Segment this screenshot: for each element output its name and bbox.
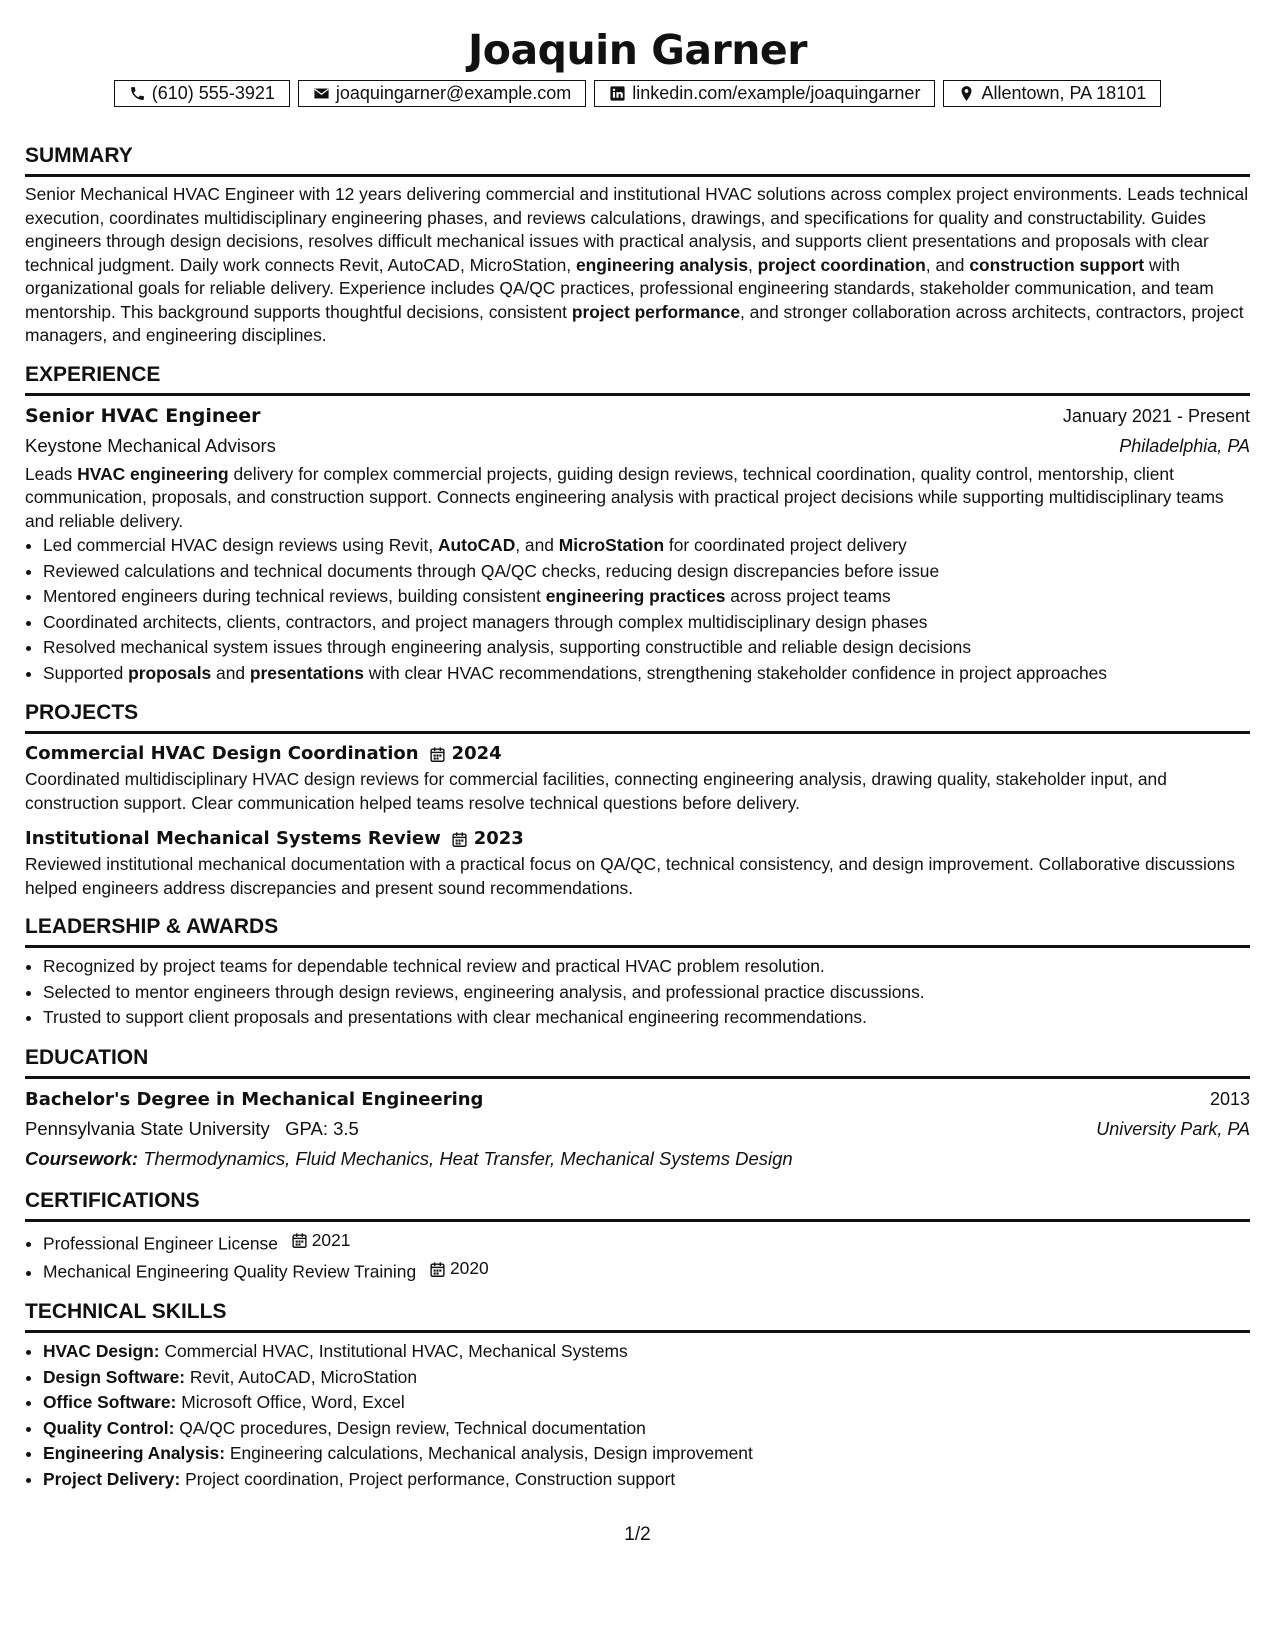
job-title: Senior HVAC Engineer	[25, 404, 261, 427]
section-title: EDUCATION	[25, 1045, 1250, 1079]
linkedin-icon	[609, 85, 626, 102]
list-item	[43, 1416, 1250, 1442]
skill-label: Office Software:	[43, 1392, 177, 1412]
email-text: joaquingarner@example.com	[335, 83, 572, 103]
list-item	[43, 1365, 1250, 1391]
list-item: • Resolved mechanical system issues through engineering analysis, supporting constructible and reliable design decisions	[43, 635, 1250, 661]
list-item	[43, 1228, 1250, 1257]
skills-section	[25, 1299, 1250, 1492]
phone-text: (610) 555-3921	[151, 83, 275, 103]
school-name: Pennsylvania State University	[25, 1117, 270, 1139]
linkedin-text: linkedin.com/example/joaquingarner	[632, 83, 921, 103]
phone-contact[interactable]	[114, 80, 290, 107]
leadership-list	[25, 954, 1250, 1031]
degree-name: Bachelor's Degree in Mechanical Engineering	[25, 1088, 484, 1110]
calendar-icon	[429, 746, 446, 763]
section-title: LEADERSHIP & AWARDS	[25, 914, 1250, 948]
list-item	[43, 1441, 1250, 1467]
school-line	[25, 1114, 359, 1144]
section-title: CERTIFICATIONS	[25, 1188, 1250, 1222]
certifications-section	[25, 1188, 1250, 1286]
list-item: • Recognized by project teams for dependable technical review and practical HVAC problem resolution.	[43, 954, 1250, 980]
contact-bar	[25, 80, 1250, 107]
map-pin-icon	[958, 85, 975, 102]
list-item: • Led commercial HVAC design reviews using Revit, AutoCAD, and MicroStation for coordinated project delivery	[43, 533, 1250, 559]
project-item	[25, 740, 1250, 815]
project-description: Coordinated multidisciplinary HVAC design reviews for commercial facilities, connecting engineering analysis, drawing quality, stakeholder input, and construction support. Clear communication helped teams resolve technical questions before delivery.	[25, 769, 1167, 813]
job-location: Philadelphia, PA	[1119, 435, 1250, 456]
experience-section	[25, 362, 1250, 687]
resume-page	[25, 0, 1250, 1492]
envelope-icon	[313, 85, 330, 102]
summary-text: Senior Mechanical HVAC Engineer with 12 years delivering commercial and institutional HVAC solutions across complex project environments. Leads technical execution, coordinates multidisciplinary engineering phases, and reviews calculations, drawings, and specifications for quality and constructability. Guides engineers through design decisions, resolves difficult mechanical issues with practical analysis, and supports client presentations and proposals with clear technical judgment. Daily work connects Revit, AutoCAD, MicroStation, engineering analysis, project coordination, and construction support with organizational goals for reliable delivery. Experience includes QA/QC practices, professional engineering standards, stakeholder communication, and team mentorship. This background supports thoughtful decisions, consistent project performance, and stronger collaboration across architects, contractors, project managers, and engineering disciplines.	[25, 184, 1249, 345]
phone-icon	[129, 85, 146, 102]
project-name: Institutional Mechanical Systems Review	[25, 828, 441, 849]
skill-value: Commercial HVAC, Institutional HVAC, Mechanical Systems	[164, 1341, 628, 1361]
skills-list	[25, 1339, 1250, 1492]
location-text: Allentown, PA 18101	[981, 83, 1147, 103]
list-item: • Reviewed calculations and technical documents through QA/QC checks, reducing design discrepancies before issue	[43, 559, 1250, 585]
location-contact	[943, 80, 1161, 107]
page-number: 1/2	[624, 1524, 651, 1545]
coursework	[25, 1144, 1250, 1174]
certifications-list	[25, 1228, 1250, 1286]
skill-value: Project coordination, Project performance, Construction support	[185, 1468, 676, 1489]
project-item	[25, 825, 1250, 900]
calendar-icon	[451, 831, 468, 848]
calendar-icon	[429, 1261, 446, 1278]
section-title: TECHNICAL SKILLS	[25, 1299, 1250, 1333]
project-year: 2023	[473, 828, 524, 849]
skill-value: Revit, AutoCAD, MicroStation	[189, 1366, 418, 1387]
company-name: Keystone Mechanical Advisors	[25, 434, 276, 456]
summary-section	[25, 143, 1250, 348]
candidate-name: Joaquin Garner	[468, 26, 807, 74]
skill-label: Quality Control:	[43, 1417, 175, 1438]
cert-name: Mechanical Engineering Quality Review Training	[43, 1261, 417, 1282]
skill-label: HVAC Design:	[43, 1341, 160, 1361]
project-description: Reviewed institutional mechanical documentation with a practical focus on QA/QC, technical consistency, and design improvement. Collaborative discussions helped engineers address discrepancies and present sound recommendations.	[25, 854, 1235, 898]
graduation-year: 2013	[1209, 1088, 1250, 1109]
list-item: • Selected to mentor engineers through design reviews, engineering analysis, and professional practice discussions.	[43, 980, 1250, 1006]
section-title: SUMMARY	[25, 143, 1250, 177]
calendar-icon	[291, 1232, 308, 1249]
list-item	[43, 1390, 1250, 1416]
skill-value: Engineering calculations, Mechanical analysis, Design improvement	[229, 1443, 753, 1463]
linkedin-contact[interactable]	[594, 80, 935, 107]
job-summary: Leads HVAC engineering delivery for complex commercial projects, guiding design reviews, technical coordination, quality control, mentorship, client communication, proposals, and construction support. Connects engineering analysis with practical project decisions while supporting multidisciplinary teams and reliable delivery.	[25, 463, 1224, 531]
education-section	[25, 1045, 1250, 1174]
project-name: Commercial HVAC Design Coordination	[25, 743, 419, 764]
list-item: • Trusted to support client proposals and presentations with clear mechanical engineering recommendations.	[43, 1005, 1250, 1031]
list-item	[43, 1256, 1250, 1285]
section-title: EXPERIENCE	[25, 362, 1250, 396]
list-item: • Supported proposals and presentations with clear HVAC recommendations, strengthening stakeholder confidence in project approaches	[43, 661, 1250, 687]
skill-label: Project Delivery:	[43, 1468, 181, 1489]
list-item	[43, 1339, 1250, 1365]
cert-year: 2021	[311, 1229, 351, 1250]
coursework-label: Coursework:	[25, 1147, 139, 1169]
gpa: GPA: 3.5	[285, 1117, 359, 1139]
list-item: • Coordinated architects, clients, contractors, and project managers through complex multidisciplinary design phases	[43, 610, 1250, 636]
email-contact[interactable]	[298, 80, 586, 107]
project-year: 2024	[451, 743, 502, 764]
skill-label: Design Software:	[43, 1366, 186, 1387]
skill-value: Microsoft Office, Word, Excel	[181, 1392, 405, 1412]
coursework-list: Thermodynamics, Fluid Mechanics, Heat Transfer, Mechanical Systems Design	[143, 1147, 793, 1169]
list-item: • Mentored engineers during technical reviews, building consistent engineering practices across project teams	[43, 584, 1250, 610]
skill-value: QA/QC procedures, Design review, Technical documentation	[179, 1417, 646, 1438]
cert-name: Professional Engineer License	[43, 1232, 278, 1253]
leadership-section	[25, 914, 1250, 1031]
list-item	[43, 1467, 1250, 1493]
cert-year: 2020	[449, 1258, 489, 1279]
skill-label: Engineering Analysis:	[43, 1443, 225, 1463]
job-dates: January 2021 - Present	[1062, 405, 1250, 426]
school-location: University Park, PA	[1096, 1118, 1250, 1139]
projects-section	[25, 700, 1250, 900]
job-bullets	[25, 533, 1250, 686]
section-title: PROJECTS	[25, 700, 1250, 734]
